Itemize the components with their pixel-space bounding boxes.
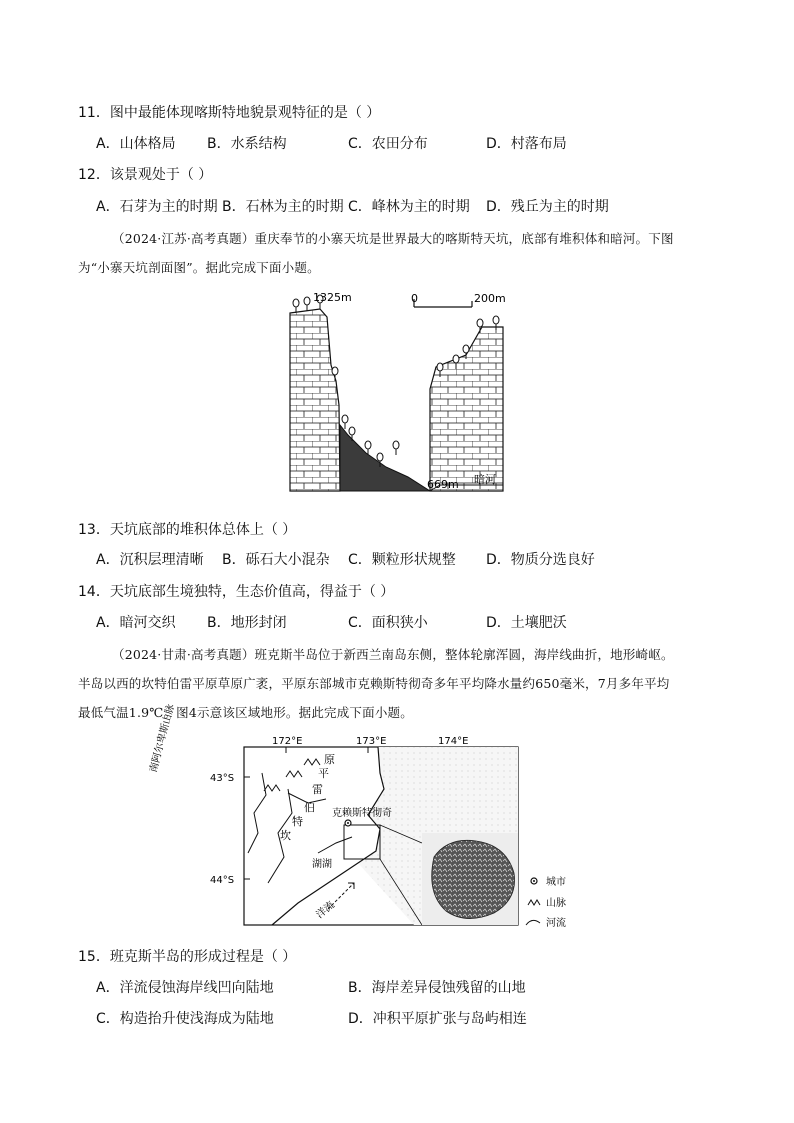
plain-char-3: 伯 — [304, 801, 315, 814]
q11-option-b[interactable]: B．水系结构 — [207, 136, 287, 152]
q14-option-c[interactable]: C．面积狭小 — [348, 615, 428, 631]
intro1-line2: 为“小寨天坑剖面图”。据此完成下面小题。 — [78, 260, 320, 275]
q15-stem: 15．班克斯半岛的形成过程是（ ） — [78, 949, 297, 965]
bottom-elevation-label: 669m — [427, 478, 459, 491]
legend-river-icon — [526, 920, 540, 925]
q13-option-b[interactable]: B．砾石大小混杂 — [222, 552, 330, 568]
q11-option-d[interactable]: D．村落布局 — [486, 136, 567, 152]
left-cliff — [290, 309, 340, 491]
intro2-line1: （2024·甘肃·高考真题）班克斯半岛位于新西兰南岛东侧，整体轮廓浑圆，海岸线曲折，地形崎岖。 — [112, 647, 674, 662]
q13-option-d[interactable]: D．物质分选良好 — [486, 552, 595, 568]
current-label: 洋流 — [314, 899, 337, 921]
q14-option-b[interactable]: B．地形封闭 — [207, 615, 287, 631]
q13-option-a[interactable]: A．沉积层理清晰 — [96, 552, 204, 568]
lake-label: 湖湖 — [312, 859, 332, 870]
legend-city: 城市 — [546, 877, 566, 888]
mountain-label: 南阿尔卑斯山脉 — [148, 703, 177, 774]
lon-label-174: 174°E — [438, 736, 469, 747]
q14-option-d[interactable]: D．土壤肥沃 — [486, 615, 567, 631]
q12-option-d[interactable]: D．残丘为主的时期 — [486, 199, 609, 215]
map-legend — [526, 878, 540, 925]
lat-label-44: 44°S — [210, 875, 235, 886]
q13-stem: 13．天坑底部的堆积体总体上（ ） — [78, 522, 297, 538]
q12-stem: 12．该景观处于（ ） — [78, 167, 213, 183]
q13-option-c[interactable]: C．颗粒形状规整 — [348, 552, 456, 568]
plain-char-2: 特 — [292, 815, 303, 828]
q15-option-c[interactable]: C．构造抬升使浅海成为陆地 — [96, 1011, 274, 1027]
plain-char-1: 坎 — [280, 829, 291, 842]
legend-mountain: 山脉 — [546, 898, 566, 909]
scale-zero-label: 0 — [411, 292, 418, 305]
q15-option-a[interactable]: A．洋流侵蚀海岸线凹向陆地 — [96, 980, 274, 996]
lon-label-172: 172°E — [272, 736, 303, 747]
intro2-line3: 最低气温1.9℃。图4示意该区域地形。据此完成下面小题。 — [78, 705, 413, 720]
scale-length-label: 200m — [474, 292, 506, 305]
legend-mountain-icon — [528, 900, 540, 905]
q11-option-c[interactable]: C．农田分布 — [348, 136, 428, 152]
tiankeng-section-figure — [280, 285, 510, 497]
q15-option-b[interactable]: B．海岸差异侵蚀残留的山地 — [348, 980, 526, 996]
q12-option-a[interactable]: A．石芽为主的时期 — [96, 199, 218, 215]
intro1-line1: （2024·江苏·高考真题）重庆奉节的小寨天坑是世界最大的喀斯特天坑，底部有堆积体和暗河。下图 — [112, 231, 674, 246]
q11-option-a[interactable]: A．山体格局 — [96, 136, 176, 152]
plain-char-5: 平 — [318, 767, 329, 780]
intro2-line2: 半岛以西的坎特伯雷平原草原广袤，平原东部城市克赖斯特彻奇多年平均降水量约650毫米，7月多年平均 — [78, 676, 670, 691]
city-label: 克赖斯特彻奇 — [332, 808, 392, 819]
plain-char-4: 雷 — [312, 783, 323, 796]
q12-option-b[interactable]: B．石林为主的时期 — [222, 199, 344, 215]
q14-stem: 14．天坑底部生境独特，生态价值高，得益于（ ） — [78, 584, 395, 600]
plain-char-6: 原 — [324, 753, 335, 766]
scale-bar — [414, 299, 472, 307]
q11-stem: 11．图中最能体现喀斯特地貌景观特征的是（ ） — [78, 105, 381, 121]
q12-option-c[interactable]: C．峰林为主的时期 — [348, 199, 470, 215]
lon-label-173: 173°E — [356, 736, 387, 747]
legend-river: 河流 — [546, 918, 566, 929]
top-elevation-label: 1325m — [313, 291, 352, 304]
lat-label-43: 43°S — [210, 773, 235, 784]
q15-option-d[interactable]: D．冲积平原扩张与岛屿相连 — [348, 1011, 527, 1027]
q14-option-a[interactable]: A．暗河交织 — [96, 615, 176, 631]
river-label: 暗河 — [474, 473, 496, 486]
